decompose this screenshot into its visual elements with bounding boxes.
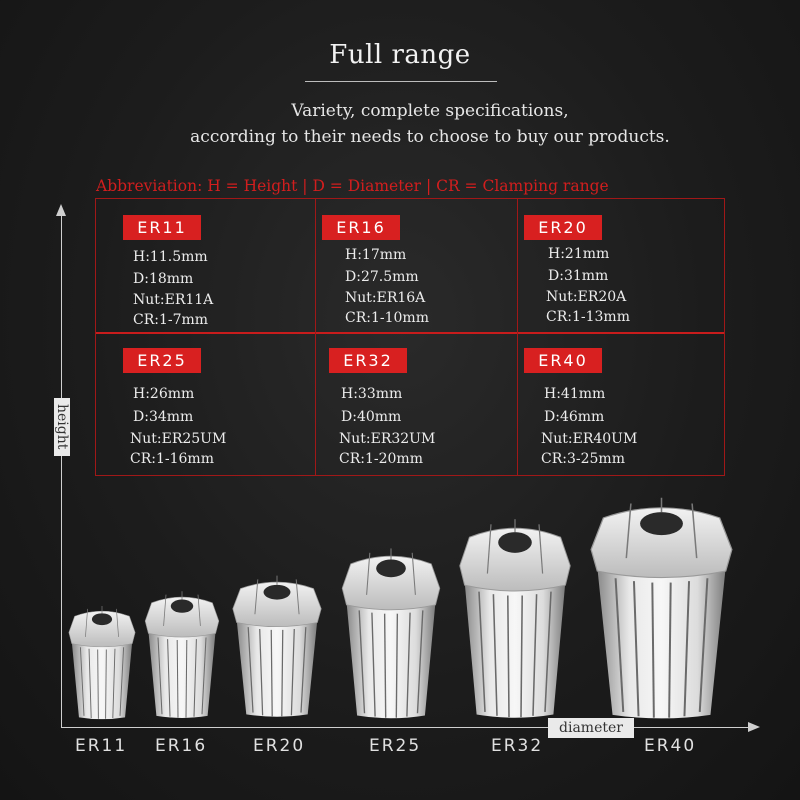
grid-line-top	[95, 198, 725, 199]
abbreviation-legend: Abbreviation: H = Height | D = Diameter | CR = Clamping range	[96, 177, 609, 195]
spec-range: CR:3-25mm	[541, 451, 625, 467]
collet-er16-image	[142, 588, 222, 720]
spec-badge: ER40	[524, 348, 602, 373]
spec-diameter: D:46mm	[544, 409, 605, 425]
collet-er40-image	[585, 492, 738, 722]
x-axis	[61, 727, 751, 728]
collet-label: ER32	[491, 736, 544, 756]
collet-label: ER20	[253, 736, 306, 756]
grid-line-right	[724, 198, 725, 476]
spec-range: CR:1-10mm	[345, 310, 429, 326]
spec-nut: Nut:ER20A	[546, 289, 627, 305]
spec-height: H:21mm	[548, 246, 610, 262]
spec-nut: Nut:ER32UM	[339, 431, 436, 447]
spec-height: H:11.5mm	[133, 249, 208, 265]
spec-grid	[95, 198, 725, 476]
y-axis	[61, 214, 62, 728]
collet-er25-image	[338, 544, 444, 721]
spec-range: CR:1-16mm	[130, 451, 214, 467]
collet-label: ER16	[155, 736, 208, 756]
subtitle-line-1: Variety, complete specifications,	[291, 101, 569, 121]
subtitle-line-2: according to their needs to choose to buy our products.	[190, 127, 670, 147]
title-underline	[305, 81, 497, 82]
spec-badge: ER25	[123, 348, 201, 373]
spec-diameter: D:34mm	[133, 409, 194, 425]
spec-height: H:33mm	[341, 386, 403, 402]
grid-line-bottom	[95, 475, 725, 476]
spec-badge: ER16	[322, 215, 400, 240]
collet-label: ER25	[369, 736, 422, 756]
spec-range: CR:1-7mm	[133, 312, 209, 328]
spec-nut: Nut:ER40UM	[541, 431, 638, 447]
spec-height: H:26mm	[133, 386, 195, 402]
spec-height: H:41mm	[544, 386, 606, 402]
spec-range: CR:1-13mm	[546, 309, 630, 325]
spec-badge: ER32	[329, 348, 407, 373]
spec-diameter: D:27.5mm	[345, 269, 419, 285]
page-title: Full range	[329, 40, 471, 70]
spec-badge: ER11	[123, 215, 201, 240]
spec-nut: Nut:ER11A	[133, 292, 214, 308]
y-axis-label: height	[54, 398, 70, 456]
spec-range: CR:1-20mm	[339, 451, 423, 467]
x-axis-label: diameter	[548, 718, 634, 738]
spec-height: H:17mm	[345, 247, 407, 263]
grid-line-col1	[315, 198, 316, 476]
collet-label: ER11	[75, 736, 128, 756]
collet-er32-image	[455, 514, 575, 721]
collet-label: ER40	[644, 736, 697, 756]
spec-diameter: D:31mm	[548, 268, 609, 284]
spec-diameter: D:18mm	[133, 271, 194, 287]
y-axis-arrow-icon	[56, 204, 66, 216]
x-axis-arrow-icon	[748, 722, 760, 732]
grid-line-middle	[95, 332, 725, 334]
grid-line-col2	[517, 198, 518, 476]
collet-er11-image	[66, 603, 138, 721]
grid-line-left	[95, 198, 96, 476]
collet-er20-image	[229, 572, 325, 719]
spec-nut: Nut:ER16A	[345, 290, 426, 306]
spec-diameter: D:40mm	[341, 409, 402, 425]
spec-nut: Nut:ER25UM	[130, 431, 227, 447]
spec-badge: ER20	[524, 215, 602, 240]
